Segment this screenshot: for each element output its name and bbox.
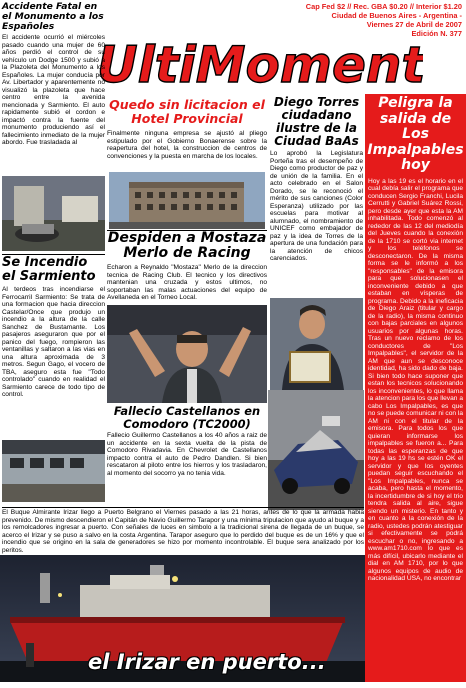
diego-torres-photo <box>270 298 363 390</box>
accident-photo <box>2 176 105 251</box>
article-hotel-title: Quedo sin licitacion el Hotel Provincial <box>109 97 265 126</box>
article-mostaza-title: Despiden a Mostaza Merlo de Racing <box>107 230 267 261</box>
article-incendio-title: Se Incendio el Sarmiento <box>2 255 96 284</box>
article-torres <box>270 96 363 306</box>
article-castellanos-title: Fallecio Castellanos en Comodoro (TC2000) <box>113 404 261 431</box>
masthead-logo <box>93 36 423 96</box>
article-mostaza <box>107 231 267 302</box>
hotel-building-photo <box>109 172 265 229</box>
article-peligra-title: Peligra la salida de Los Impalpables hoy <box>367 95 464 173</box>
article-accidente-title: Accidente Fatal en el Monumento a los Españoles <box>2 1 104 32</box>
logo-wordmark <box>93 36 423 96</box>
article-accidente-body: El accidente ocurrió el miércoles pasado cuando una mujer de 60 años perdió el control de su vehículo un Dodge 1500 y subió a la Plazoleta del Monumento a los Españoles. La mujer conducía por Av. Libertador y aparentemente no visualizó la plazoleta que hace centro entre la avenida mencionada y Sarmiento. El auto rapidamente subió el cordon e impactó contra la fuente del monumento produciendo así el fallecimiento inmediato de la mujer abordo. Fue trasladada al <box>2 34 105 146</box>
article-castellanos-body: Fallecio Guillermo Castellanos a los 40 años a raiz de un accidente en la sexta vuelta de la pista de Comodoro Rivadavia. En Chevrolet de Castellanos impacto contra el auto de Pedro Dandlen. Si bien rescataron al piloto entre los hierros y los trasladaron, al momento del socorro ya no tenia vida. <box>107 432 267 477</box>
date-line: Viernes 27 de Abril de 2007 <box>366 20 462 29</box>
article-incendio <box>2 256 105 436</box>
article-peligra-body: Hoy a las 19 es el horario en el cual debía salir el programa que conducen Sergio Franchi, Lucila Cerrutti y Gabriel Suárez Rossi, pero desde ayer que esta la AM inhabilitada. Todo comenzó al rededor de las 12 del mediodía del Jueves cuando la conexión de la 1710 se cortó via internet y los teléfonos se desconectaron. De la misma forma se le informó a los "responsables" de la emisora para que solucionasen el inconveniente debido a que estaban en vísperas de programa. Debido a la ineficacia de Diego Araiz (titular y cargo de la radio), la misma continuo con bajas parciales en algunos usuarios por algunas horas. Tras un nuevo reclamo de los conductores de "Los Impalpables", el servidor de la AM que aun se desconoce identidad, ha sido dado de baja. Si bien todo hace suponer que estan los tecnicos solucionando los inconvenientes, lo que llama la atencion para los que llevan a cabo Los Impalpables, es que no se puede comunicar ni con la AM ni con el titular de la emisora. Para todos los que quieran informarse los impalpables se fueron a... Para todas las esperanzas de que hoy a las 19 hs se estén OK el servidor y que los oyentes puedan seguir escuchando el "Los Impalpables, nunca se acaba, pero hasta el momento, la incertidumbre de si hoy el trio tendra salida al aire, sigue siendo un misterio. En tanto y en cuanto a la conexión de la radio, ustedes podrán atestiguar si efectivamente se podrá escuchar o no, ingresando a www.am1710.com lo que es más difícil, ubicarlo mediante el dial en AM 1710, por lo que algunos equipos de audio de nacionalidad USA, no encontrar <box>368 177 463 582</box>
article-mostaza-body: Echaron a Reynaldo "Mostaza" Merlo de la direccion tecnica de Racing Club. El tecnico y los directivos mantenian una cruzada y estos ultimos, no soportaban las malas actuaciones del equipo de Avellaneda en el Torneo Local. <box>107 264 267 301</box>
article-accidente <box>2 2 105 176</box>
logo-text: UltiMoment <box>97 36 423 94</box>
article-irizar-body: El Buque Almirante Irizar llego a Puerto Belgrano el Viernes pasado a las 21 horas, antes de lo que la armada habia prevenido. De mismo descendieron el Capitán de Navio Guillermo Tarapor y una mínima tripulacion que ayudo al buque y a los remolcadores ingresar a puerto. Con señales de luces en simbolo a la tradicional sirena de llegada de un buque, se acerco el Irizar y se puso a salvo en la costa Argentina. Tarapor aseguro que lo perdido del buque es de un 16% y que el incendio que se origino en la sala de generadores se hizo por momento incontrolable. El buque sera analizado por los peritos. <box>2 509 364 554</box>
train-fire-photo <box>2 440 105 502</box>
article-peligra <box>365 94 466 682</box>
divider-bottom <box>2 507 364 508</box>
masthead-info <box>246 2 462 38</box>
irizar-caption: el Irizar en puerto... <box>88 650 326 674</box>
article-torres-title: Diego Torres ciudadano ilustre de la Ciudad BaAs <box>273 95 360 148</box>
article-hotel-body: Finalmente ninguna empresa se ajustó al pliego estipulado por el Gobierno Bonaerense sobre la reapertura del hotel, la construccion de centros de convenciones y la puesta en marcha de los locales. <box>107 130 267 160</box>
article-incendio-body: Al terdeos tras incendiarse el Ferrocarril Sarmiento: Se trata de una formacion que hacia direccion Castelar/Once que produjo un incendio a la altura de la calle Sanchez de Bustamante. Los pasajeros aseguraron que por el panico del fuego, rompieron las ventanillas y saltaron a las vias en una altura aproximada de 3 metros. Segun Gago, el vocero de TBA, aseguro esta fue "Todo controlado" cuando en realidad el Sarmiento carece de todo tipo de control. <box>2 286 105 398</box>
edition-line: Edición N. 377 <box>411 29 462 38</box>
price-line: Cap Fed $2 // Rec. GBA $0.20 // Interior $1.20 <box>305 2 462 11</box>
article-castellanos <box>107 405 267 477</box>
article-hotel <box>107 98 267 160</box>
city-line: Ciudad de Buenos Aires - Argentina - <box>331 11 462 20</box>
car-crash-photo <box>268 390 364 510</box>
man-raising-arms-photo <box>107 305 267 403</box>
article-torres-body: Lo aprobó la Legislatura Porteña tras el desempeño de Diego como productor de paz y de unión de la familia. En el acto celebrado en el Salon Dorado, se le reconoció el mérito de sus canciones (Color Esperanza) utilizado por las escuelas para motivar al alumnado, el nombramiento de UNICEF como embajador de paz y la idea de Torres de la apertura de una fundación para la atención de chicos carenciados. <box>270 150 363 262</box>
